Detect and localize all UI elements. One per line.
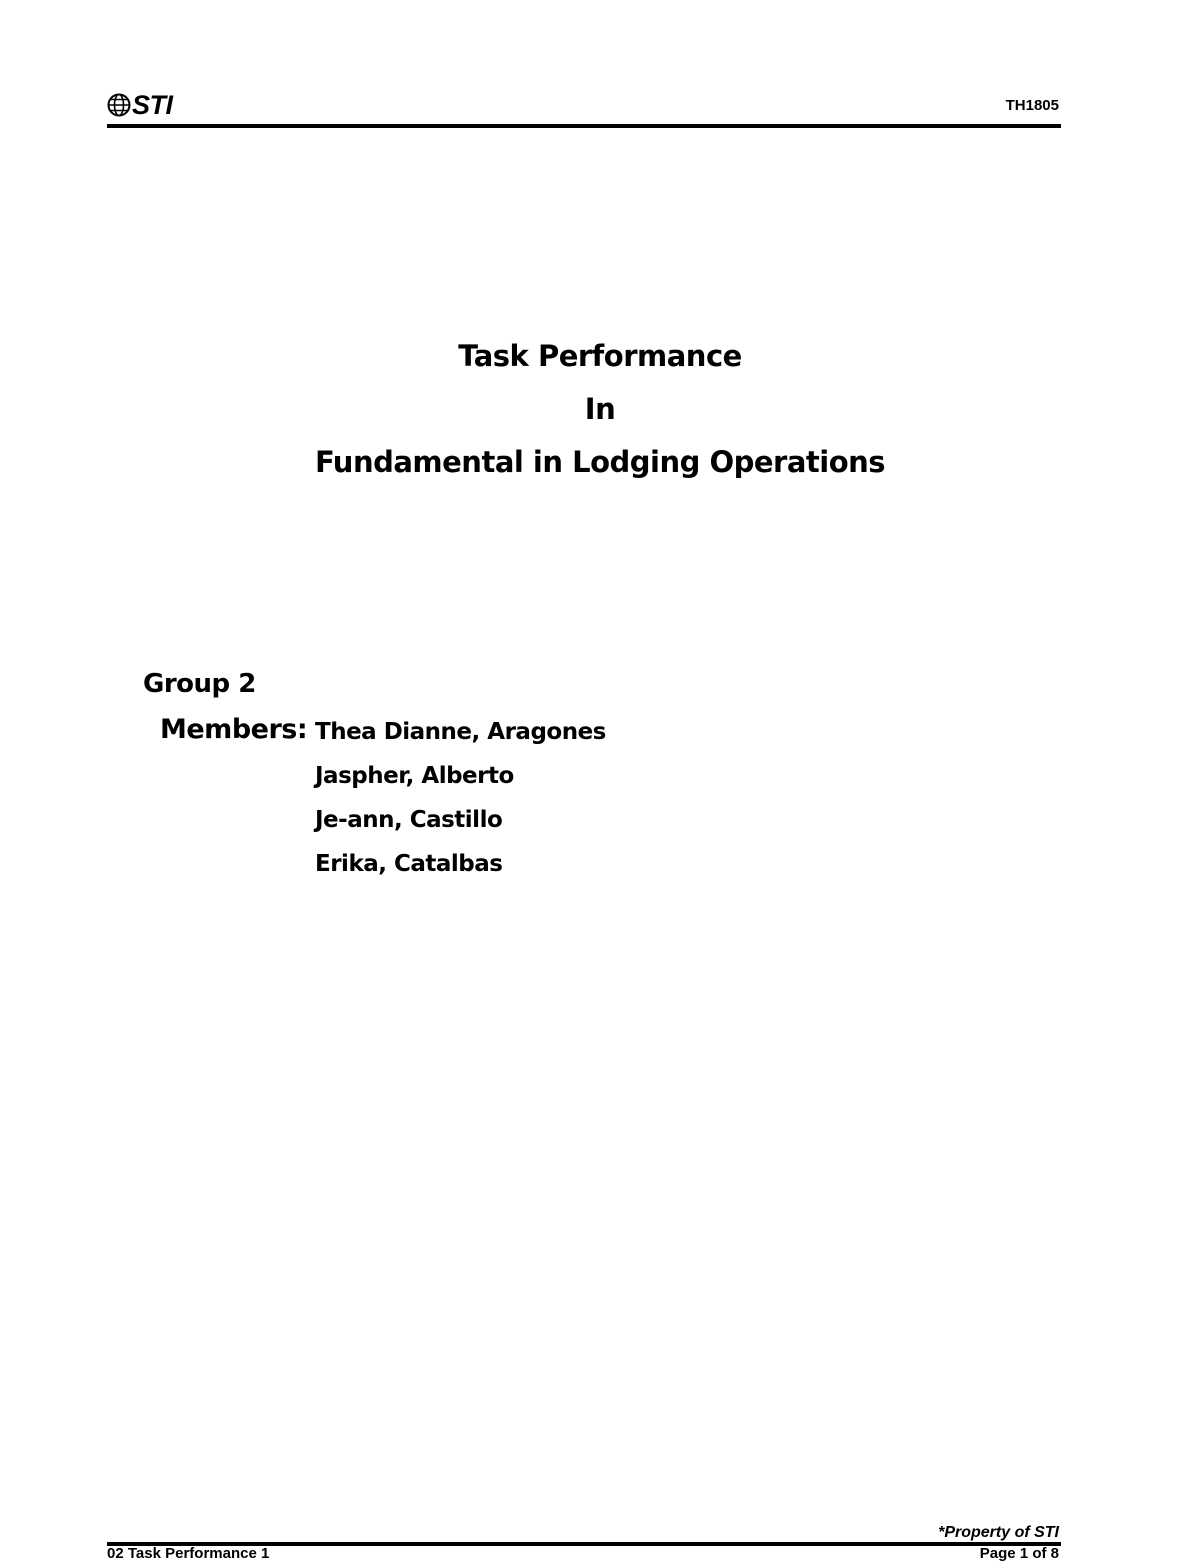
document-title bbox=[0, 330, 1200, 489]
footer-page-number: Page 1 of 8 bbox=[979, 1545, 1059, 1562]
sti-logo bbox=[107, 89, 173, 121]
member-name: Je-ann, Castillo bbox=[315, 807, 503, 833]
header-divider bbox=[107, 124, 1061, 128]
document-code: TH1805 bbox=[1005, 97, 1059, 114]
group-label: Group 2 bbox=[143, 669, 256, 699]
member-name: Thea Dianne, Aragones bbox=[315, 719, 606, 745]
footer-document-name: 02 Task Performance 1 bbox=[107, 1545, 270, 1562]
members-label: Members: bbox=[160, 714, 308, 745]
globe-icon bbox=[107, 93, 131, 117]
title-line: Task Performance bbox=[458, 339, 742, 373]
member-list bbox=[315, 712, 606, 888]
member-name: Erika, Catalbas bbox=[315, 851, 503, 877]
member-name: Jaspher, Alberto bbox=[315, 763, 514, 789]
logo-text: STI bbox=[132, 90, 173, 120]
title-line: In bbox=[584, 392, 616, 426]
page-header bbox=[107, 86, 1061, 130]
title-line: Fundamental in Lodging Operations bbox=[314, 445, 886, 479]
property-note: *Property of STI bbox=[938, 1524, 1059, 1541]
